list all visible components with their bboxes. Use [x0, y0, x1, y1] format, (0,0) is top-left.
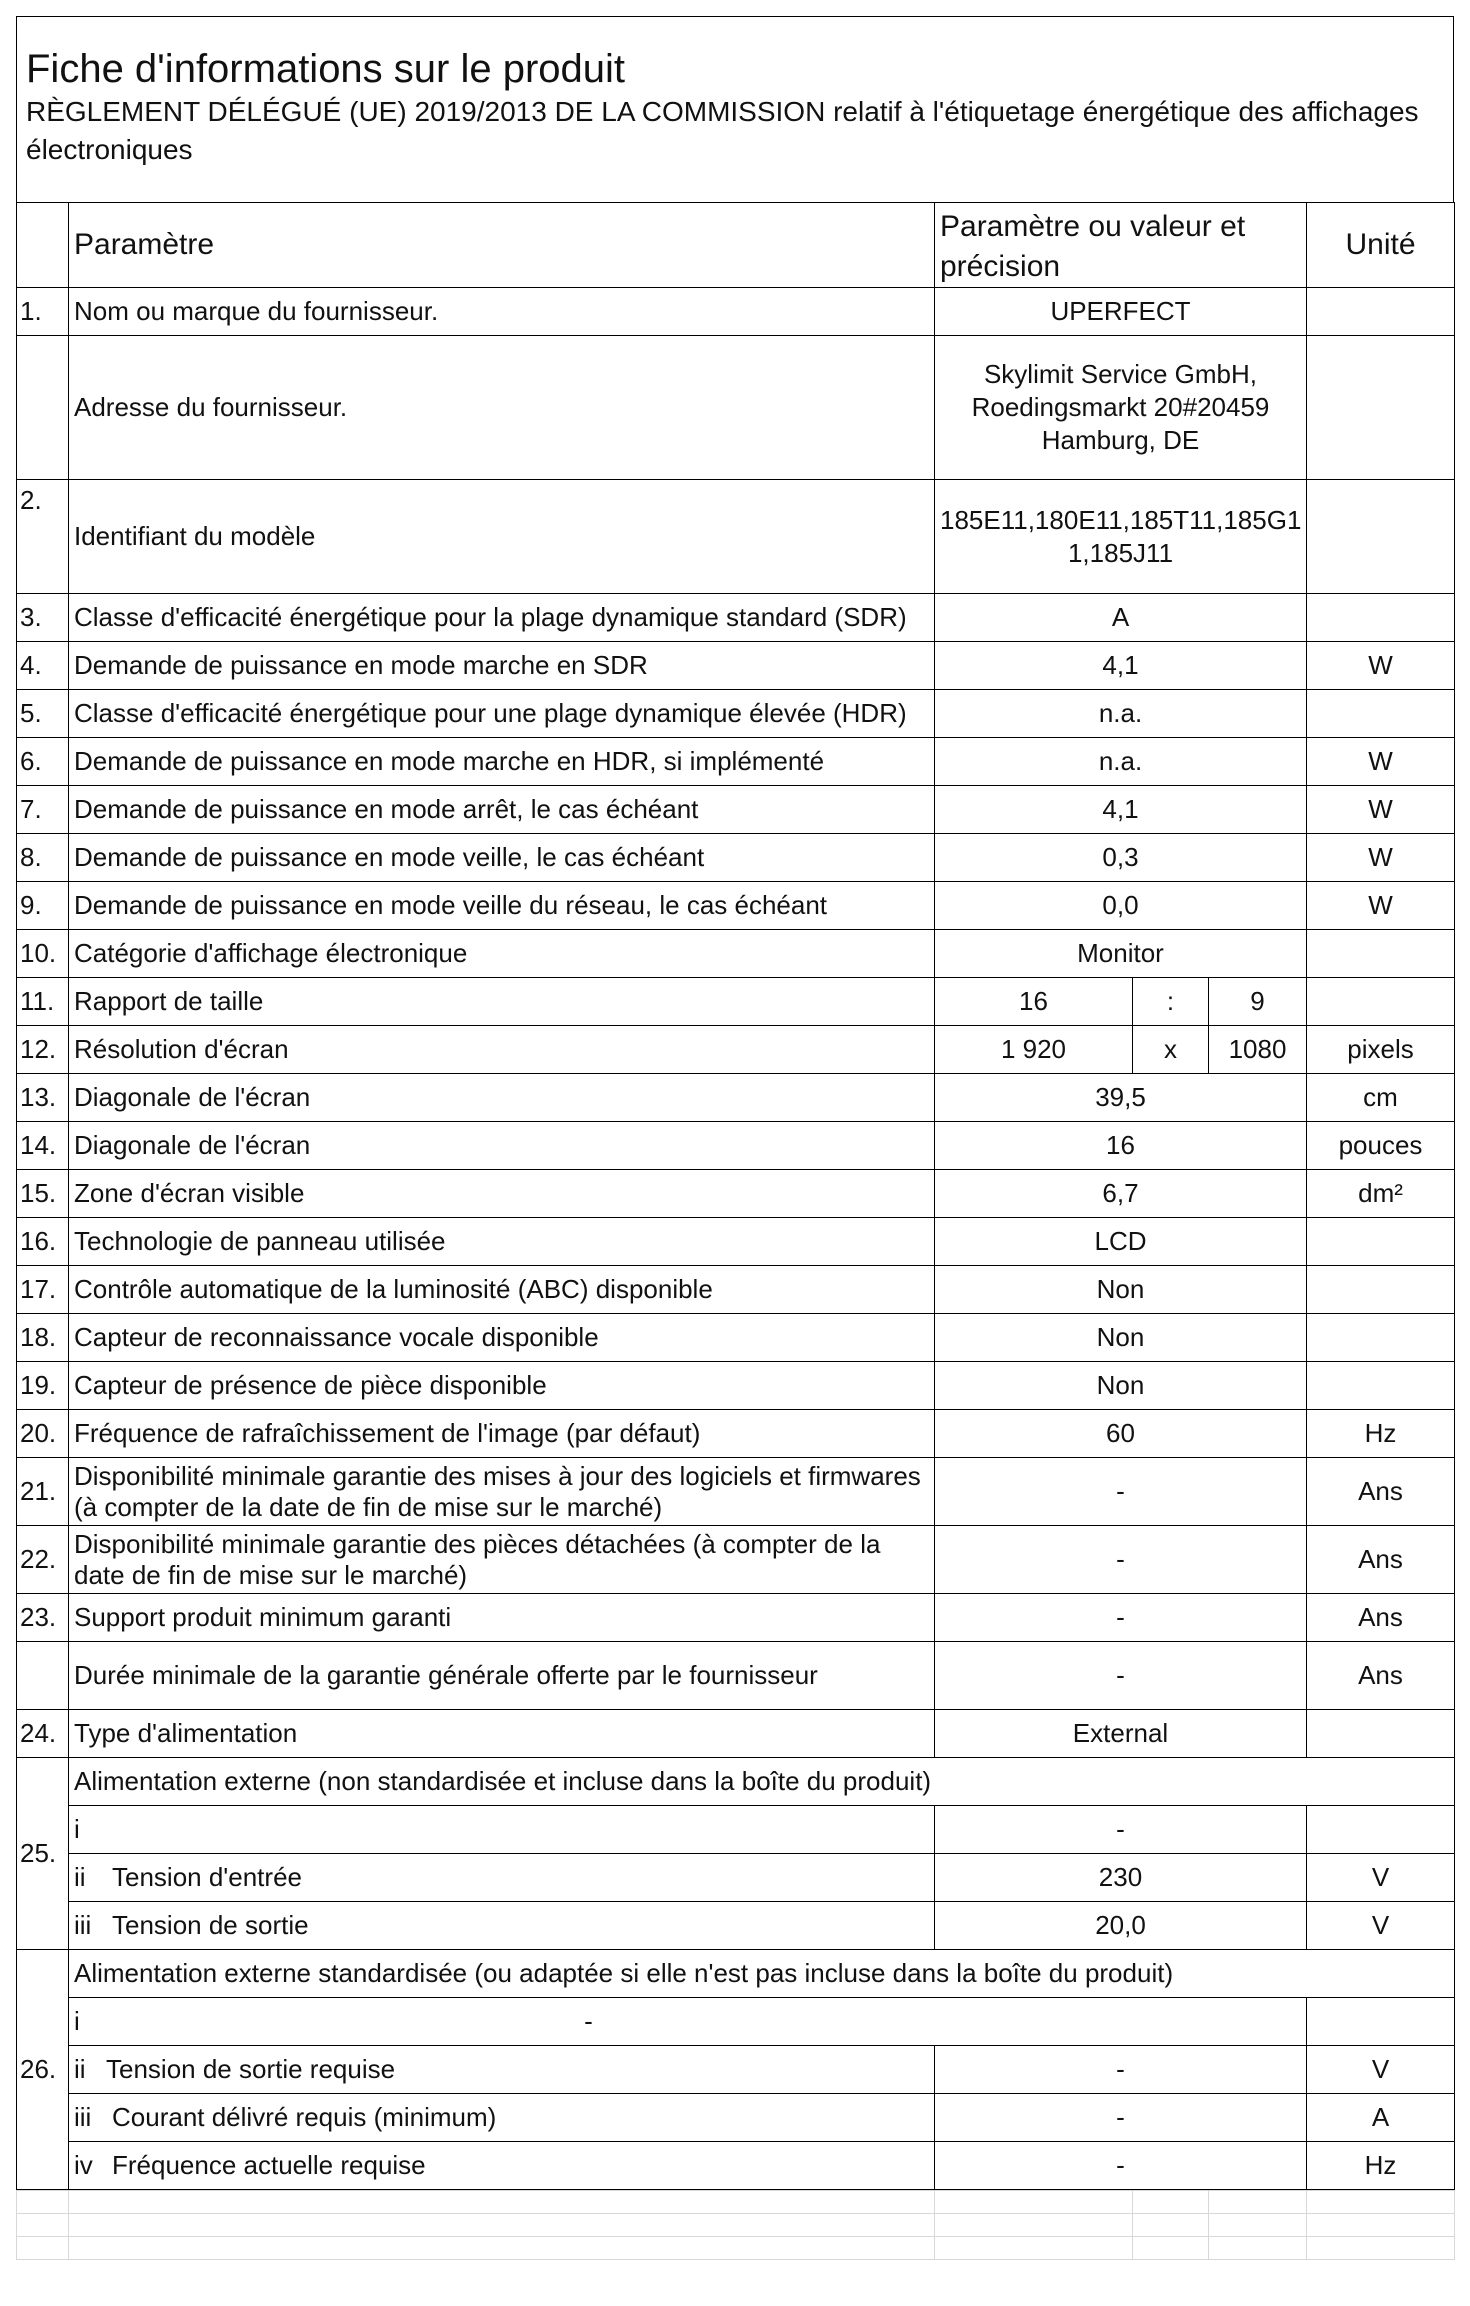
row-value: 4,1	[935, 642, 1307, 690]
row-value: -	[935, 1458, 1307, 1526]
empty-cell	[1307, 2237, 1455, 2260]
row-unit	[1307, 288, 1455, 336]
subrow-label	[69, 1806, 935, 1854]
table-row	[17, 1218, 1455, 1266]
empty-cell	[17, 2191, 69, 2214]
empty-cell	[69, 2191, 935, 2214]
row-label: Nom ou marque du fournisseur.	[69, 288, 935, 336]
row-number: 19.	[17, 1362, 69, 1410]
row-number: 18.	[17, 1314, 69, 1362]
subrow-unit	[1307, 1998, 1455, 2046]
subrow-roman: iv	[74, 2150, 93, 2180]
empty-cell	[1307, 2214, 1455, 2237]
row-number: 26.	[17, 1950, 69, 2190]
empty-grid	[16, 2190, 1455, 2260]
row-label: Disponibilité minimale garantie des pièces détachées (à compter de la date de fin de mise sur le marché)	[69, 1526, 935, 1594]
row-number: 4.	[17, 642, 69, 690]
subrow-label: iii Tension de sortie	[69, 1902, 935, 1950]
empty-cell	[935, 2191, 1133, 2214]
row-number: 13.	[17, 1074, 69, 1122]
row-value: Skylimit Service GmbH, Roedingsmarkt 20#20459 Hamburg, DE	[935, 336, 1307, 480]
table-row	[17, 882, 1455, 930]
subrow-roman: iii	[74, 2102, 92, 2132]
row-label: Demande de puissance en mode marche en HDR, si implémenté	[69, 738, 935, 786]
subrow-roman: i	[74, 2006, 80, 2036]
row-label: Capteur de présence de pièce disponible	[69, 1362, 935, 1410]
table-row	[17, 288, 1455, 336]
subrow-roman: ii	[74, 1862, 86, 1892]
row-unit	[1307, 594, 1455, 642]
empty-cell	[1307, 2191, 1455, 2214]
table-row	[17, 1458, 1455, 1526]
row-unit	[1307, 1218, 1455, 1266]
external-power-supply-header-row	[17, 1758, 1455, 1806]
row-value: External	[935, 1710, 1307, 1758]
table-subrow	[17, 1806, 1455, 1854]
product-information-sheet	[16, 16, 1454, 2260]
row-unit: Ans	[1307, 1458, 1455, 1526]
table-row	[17, 642, 1455, 690]
row-label: Zone d'écran visible	[69, 1170, 935, 1218]
row-label: Capteur de reconnaissance vocale disponible	[69, 1314, 935, 1362]
row-unit	[1307, 1710, 1455, 1758]
row-unit	[1307, 930, 1455, 978]
row-number: 5.	[17, 690, 69, 738]
page-title: Fiche d'informations sur le produit	[26, 47, 626, 91]
empty-cell	[1133, 2237, 1209, 2260]
row-label: Fréquence de rafraîchissement de l'image (par défaut)	[69, 1410, 935, 1458]
row-value: Non	[935, 1314, 1307, 1362]
column-header-parameter: Paramètre	[69, 203, 935, 288]
row-label: Demande de puissance en mode marche en SDR	[69, 642, 935, 690]
row-number: 16.	[17, 1218, 69, 1266]
row-unit: Ans	[1307, 1642, 1455, 1710]
column-header-unit: Unité	[1307, 203, 1455, 288]
table-subrow	[17, 1854, 1455, 1902]
subrow-value: -	[935, 2142, 1307, 2190]
row-label: Rapport de taille	[69, 978, 935, 1026]
row-unit	[1307, 336, 1455, 480]
table-subrow	[17, 2142, 1455, 2190]
row-number: 1.	[17, 288, 69, 336]
resolution-height: 1080	[1209, 1026, 1307, 1074]
subrow-unit: Hz	[1307, 2142, 1455, 2190]
subrow-label: iii Courant délivré requis (minimum)	[69, 2094, 935, 2142]
row-label: Diagonale de l'écran	[69, 1074, 935, 1122]
row-number: 21.	[17, 1458, 69, 1526]
row-unit: W	[1307, 642, 1455, 690]
resolution-separator: x	[1133, 1026, 1209, 1074]
empty-cell	[17, 2214, 69, 2237]
row-value: 185E11,180E11,185T11,185G1 1,185J11	[935, 480, 1307, 594]
row-unit: pixels	[1307, 1026, 1455, 1074]
row-unit: dm²	[1307, 1170, 1455, 1218]
row-value: 39,5	[935, 1074, 1307, 1122]
row-value: -	[935, 1642, 1307, 1710]
row-number: 12.	[17, 1026, 69, 1074]
table-row	[17, 480, 1455, 594]
row-value: -	[935, 1526, 1307, 1594]
row-unit: cm	[1307, 1074, 1455, 1122]
empty-cell	[935, 2237, 1133, 2260]
subrow-value: 230	[935, 1854, 1307, 1902]
empty-cell	[69, 2237, 935, 2260]
empty-cell	[1133, 2214, 1209, 2237]
row-number: 10.	[17, 930, 69, 978]
row-label: Demande de puissance en mode veille, le cas échéant	[69, 834, 935, 882]
subrow-roman: ii	[74, 2054, 86, 2084]
subrow-value: -	[935, 1806, 1307, 1854]
row-unit: Ans	[1307, 1526, 1455, 1594]
row-number: 3.	[17, 594, 69, 642]
subrow-roman: i	[74, 1814, 80, 1844]
subrow-unit: A	[1307, 2094, 1455, 2142]
row-number: 11.	[17, 978, 69, 1026]
row-value: Monitor	[935, 930, 1307, 978]
header-num-cell	[17, 203, 69, 288]
row-value: 4,1	[935, 786, 1307, 834]
row-unit	[1307, 978, 1455, 1026]
table-row	[17, 1526, 1455, 1594]
row-label: Durée minimale de la garantie générale offerte par le fournisseur	[69, 1642, 935, 1710]
table-subrow	[17, 1998, 1455, 2046]
row-number: 22.	[17, 1526, 69, 1594]
table-row	[17, 978, 1455, 1026]
subrow-label: iv Fréquence actuelle requise	[69, 2142, 935, 2190]
aspect-ratio-height: 9	[1209, 978, 1307, 1026]
subrow-unit: V	[1307, 1902, 1455, 1950]
row-number: 9.	[17, 882, 69, 930]
row-label: Disponibilité minimale garantie des mises à jour des logiciels et firmwares (à compter de la date de fin de mise sur le marché)	[69, 1458, 935, 1526]
row-label: Classe d'efficacité énergétique pour une plage dynamique élevée (HDR)	[69, 690, 935, 738]
row-value: 16	[935, 1122, 1307, 1170]
row-label: Technologie de panneau utilisée	[69, 1218, 935, 1266]
table-subrow	[17, 1902, 1455, 1950]
row-number: 23.	[17, 1594, 69, 1642]
table-row	[17, 1362, 1455, 1410]
empty-cell	[1209, 2214, 1307, 2237]
standardised-power-supply-header-row	[17, 1950, 1455, 1998]
table-subrow	[17, 2094, 1455, 2142]
table-row	[17, 1122, 1455, 1170]
table-row	[17, 930, 1455, 978]
table-row	[17, 1642, 1455, 1710]
subrow-unit	[1307, 1806, 1455, 1854]
row-label: Demande de puissance en mode arrêt, le cas échéant	[69, 786, 935, 834]
subrow-label: ii Tension de sortie requise	[69, 2046, 935, 2094]
row-number: 17.	[17, 1266, 69, 1314]
row-number	[17, 336, 69, 480]
row-number: 14.	[17, 1122, 69, 1170]
table-header-row	[17, 203, 1455, 288]
row-unit	[1307, 1314, 1455, 1362]
subrow-unit: V	[1307, 2046, 1455, 2094]
row-value: 60	[935, 1410, 1307, 1458]
empty-cell	[69, 2214, 935, 2237]
resolution-width: 1 920	[935, 1026, 1133, 1074]
subrow-value: -	[935, 2046, 1307, 2094]
row-value: A	[935, 594, 1307, 642]
table-row	[17, 786, 1455, 834]
row-value: n.a.	[935, 738, 1307, 786]
row-label: Résolution d'écran	[69, 1026, 935, 1074]
table-row	[17, 1314, 1455, 1362]
row-unit: Ans	[1307, 1594, 1455, 1642]
row-unit	[1307, 480, 1455, 594]
table-row	[17, 336, 1455, 480]
row-label: Contrôle automatique de la luminosité (ABC) disponible	[69, 1266, 935, 1314]
row-unit: W	[1307, 882, 1455, 930]
empty-cell	[17, 2237, 69, 2260]
row-label: Type d'alimentation	[69, 1710, 935, 1758]
row-label: Alimentation externe (non standardisée et incluse dans la boîte du produit)	[69, 1758, 1455, 1806]
row-unit: W	[1307, 834, 1455, 882]
empty-cell	[1209, 2191, 1307, 2214]
table-subrow	[17, 2046, 1455, 2094]
empty-cell	[1133, 2191, 1209, 2214]
table-row	[17, 738, 1455, 786]
subrow-unit: V	[1307, 1854, 1455, 1902]
table-row	[17, 1170, 1455, 1218]
column-header-value: Paramètre ou valeur et précision	[935, 203, 1307, 288]
table-row	[17, 690, 1455, 738]
aspect-ratio-separator: :	[1133, 978, 1209, 1026]
row-number: 8.	[17, 834, 69, 882]
row-label: Diagonale de l'écran	[69, 1122, 935, 1170]
row-unit: W	[1307, 738, 1455, 786]
subrow-value: -	[584, 2006, 593, 2036]
row-value: LCD	[935, 1218, 1307, 1266]
subrow-label-value	[69, 1998, 1307, 2046]
row-unit	[1307, 1266, 1455, 1314]
row-value: 0,0	[935, 882, 1307, 930]
row-number: 25.	[17, 1758, 69, 1950]
parameters-table	[16, 202, 1455, 2190]
row-number: 6.	[17, 738, 69, 786]
table-row	[17, 834, 1455, 882]
empty-cell	[1209, 2237, 1307, 2260]
row-value: Non	[935, 1266, 1307, 1314]
row-label: Identifiant du modèle	[69, 480, 935, 594]
row-label: Catégorie d'affichage électronique	[69, 930, 935, 978]
subrow-value: 20,0	[935, 1902, 1307, 1950]
row-value: 6,7	[935, 1170, 1307, 1218]
row-number: 24.	[17, 1710, 69, 1758]
table-row	[17, 1410, 1455, 1458]
row-value: n.a.	[935, 690, 1307, 738]
empty-cell	[935, 2214, 1133, 2237]
subrow-roman: iii	[74, 1910, 92, 1940]
row-label: Classe d'efficacité énergétique pour la plage dynamique standard (SDR)	[69, 594, 935, 642]
row-unit: pouces	[1307, 1122, 1455, 1170]
table-row	[17, 1594, 1455, 1642]
subrow-value: -	[935, 2094, 1307, 2142]
table-row	[17, 1074, 1455, 1122]
table-row	[17, 1710, 1455, 1758]
row-label: Alimentation externe standardisée (ou adaptée si elle n'est pas incluse dans la boîte du produit)	[69, 1950, 1455, 1998]
row-value: -	[935, 1594, 1307, 1642]
row-value: 0,3	[935, 834, 1307, 882]
row-number	[17, 1642, 69, 1710]
row-unit: W	[1307, 786, 1455, 834]
sheet-header	[16, 16, 1454, 202]
row-value: UPERFECT	[935, 288, 1307, 336]
subrow-label: ii Tension d'entrée	[69, 1854, 935, 1902]
row-unit	[1307, 1362, 1455, 1410]
aspect-ratio-width: 16	[935, 978, 1133, 1026]
row-unit: Hz	[1307, 1410, 1455, 1458]
row-number: 7.	[17, 786, 69, 834]
row-number: 15.	[17, 1170, 69, 1218]
table-row	[17, 1026, 1455, 1074]
table-row	[17, 594, 1455, 642]
row-label: Support produit minimum garanti	[69, 1594, 935, 1642]
row-number: 20.	[17, 1410, 69, 1458]
row-value: Non	[935, 1362, 1307, 1410]
table-row	[17, 1266, 1455, 1314]
row-unit	[1307, 690, 1455, 738]
row-label: Adresse du fournisseur.	[69, 336, 935, 480]
row-number: 2.	[17, 480, 69, 594]
row-label: Demande de puissance en mode veille du réseau, le cas échéant	[69, 882, 935, 930]
regulation-subtitle: RÈGLEMENT DÉLÉGUÉ (UE) 2019/2013 DE LA COMMISSION relatif à l'étiquetage énergétique des affichages électroniques	[26, 96, 1419, 165]
